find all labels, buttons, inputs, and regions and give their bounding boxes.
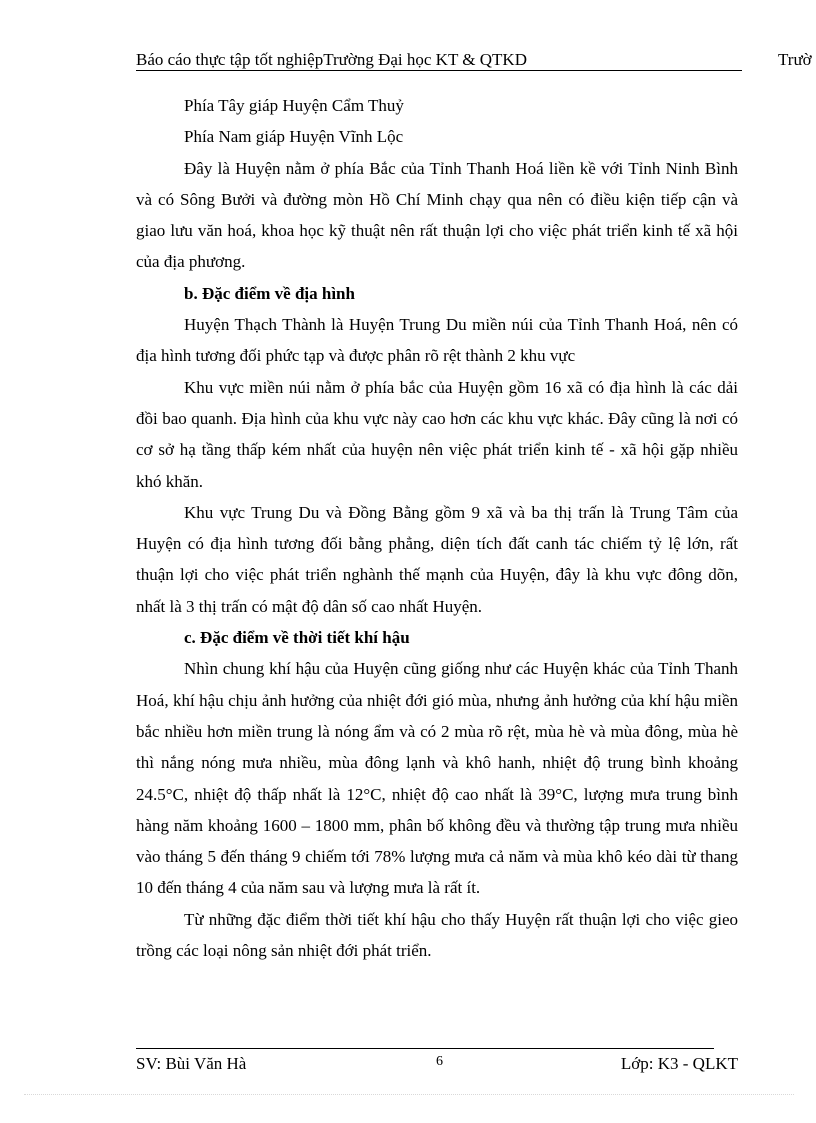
- page-footer: [136, 1054, 738, 1076]
- paragraph-location: Đây là Huyện nằm ở phía Bắc của Tỉnh Thanh Hoá liền kề với Tỉnh Ninh Bình và có Sông Bưởi và đường mòn Hồ Chí Minh chạy qua nên có điều kiện tiếp cận và giao lưu văn hoá, khoa học kỹ thuật nên rất thuận lợi cho việc phát triển kinh tế xã hội của địa phương.: [136, 158, 738, 272]
- page-edge-divider: [24, 1094, 794, 1095]
- paragraph-south-border: Phía Nam giáp Huyện Vĩnh Lộc: [184, 127, 404, 147]
- heading-terrain: b. Đặc điểm về địa hình: [184, 283, 355, 303]
- footer-divider: [136, 1048, 714, 1049]
- page-number: 6: [436, 1054, 443, 1069]
- paragraph-midland-area: Khu vực Trung Du và Đồng Bằng gồm 9 xã và ba thị trấn là Trung Tâm của Huyện có địa hình tương đối bằng phẳng, diện tích đất canh tác chiếm tỷ lệ lớn, rất thuận lợi cho việc phát triển nghành thế mạnh của Huyện, đây là khu vực đông dõn, nhất là 3 thị trấn có mật độ dân số cao nhất Huyện.: [136, 502, 738, 616]
- header-overflow-text: Trườ: [778, 50, 812, 69]
- heading-climate: c. Đặc điểm về thời tiết khí hậu: [184, 628, 410, 648]
- paragraph-climate: Nhìn chung khí hậu của Huyện cũng giống như các Huyện khác của Tỉnh Thanh Hoá, khí hậu chịu ảnh hưởng của nhiệt đới gió mùa, nhưng ảnh hưởng của khí hậu miền bắc nhiều hơn miền trung là nóng ẩm và có 2 mùa rõ rệt, mùa hè và mùa đông, mùa hè thì nắng nóng mưa nhiều, mùa đông lạnh và khô hanh, nhiệt độ trung bình khoảng 24.5°C, nhiệt độ thấp nhất là 12°C, nhiệt độ cao nhất là 39°C, lượng mưa trung bình hàng năm khoảng 1600 – 1800 mm, phân bố không đều và thường tập trung mưa nhiều vào tháng 5 đến tháng 9 chiếm tới 78% lượng mưa cả năm và mùa khô kéo dài từ thang 10 đến tháng 4 của năm sau và lượng mưa là rất ít.: [136, 659, 738, 898]
- paragraph-terrain-intro: Huyện Thạch Thành là Huyện Trung Du miền núi của Tỉnh Thanh Hoá, nên có địa hình tương đối phức tạp và được phân rõ rệt thành 2 khu vực: [136, 315, 738, 366]
- page-header: Báo cáo thực tập tốt nghiệpTrường Đại học KT & QTKD: [136, 50, 742, 71]
- paragraph-climate-conclusion: Từ những đặc điểm thời tiết khí hậu cho thấy Huyện rất thuận lợi cho việc gieo trồng các loại nông sản nhiệt đới phát triển.: [136, 909, 738, 961]
- paragraph-mountain-area: Khu vực miền núi nằm ở phía bắc của Huyện gồm 16 xã có địa hình là các dải đồi bao quanh. Địa hình của khu vực này cao hơn các khu vực khác. Đây cũng là nơi có cơ sở hạ tầng thấp kém nhất của huyện nên việc phát triển kinh tế - xã hội gặp nhiều khó khăn.: [136, 377, 738, 491]
- paragraph-west-border: Phía Tây giáp Huyện Cẩm Thuỷ: [184, 96, 404, 115]
- footer-class: Lớp: K3 - QLKT: [620, 1054, 738, 1073]
- document-body: [136, 90, 738, 966]
- footer-student-name: SV: Bùi Văn Hà: [136, 1054, 247, 1073]
